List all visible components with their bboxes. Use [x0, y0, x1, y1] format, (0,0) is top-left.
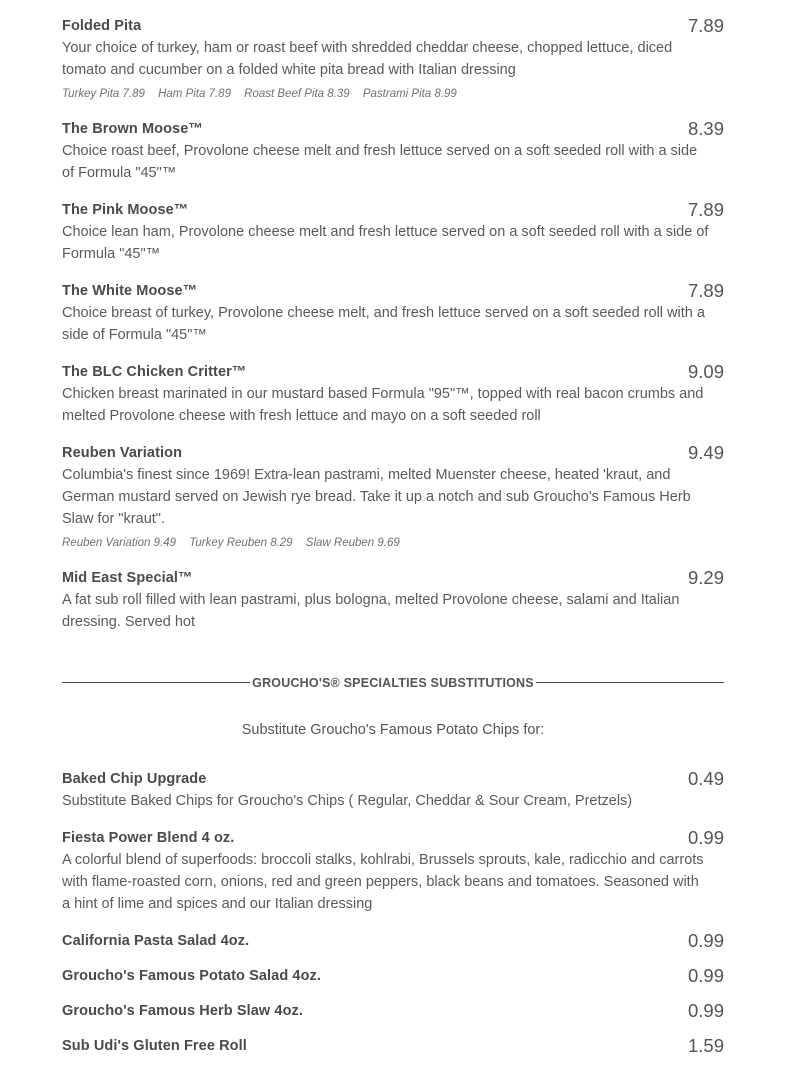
item-price: 1.59 — [687, 1035, 724, 1056]
item-name: The White Moose™ — [62, 283, 198, 299]
menu-item — [62, 282, 724, 346]
section-intro: Substitute Groucho's Famous Potato Chips for: — [241, 722, 545, 738]
item-price: 0.99 — [687, 930, 724, 951]
menu-item — [62, 932, 724, 950]
section-title: GROUCHO'S® SPECIALTIES SUBSTITUTIONS — [252, 676, 534, 690]
menu-item — [62, 967, 724, 985]
variant-price: Pastrami Pita 8.99 — [362, 88, 457, 100]
menu-item — [62, 770, 724, 812]
menu-item — [62, 201, 724, 265]
item-name: Fiesta Power Blend 4 oz. — [62, 830, 235, 846]
item-price: 0.49 — [687, 768, 724, 789]
item-price: 9.09 — [687, 361, 724, 382]
menu-item — [62, 829, 724, 915]
item-name: Mid East Special™ — [62, 570, 193, 586]
item-name: Baked Chip Upgrade — [62, 771, 207, 787]
section-header — [62, 674, 724, 692]
item-name: The Brown Moose™ — [62, 121, 203, 137]
item-variants — [62, 535, 724, 551]
menu-item — [62, 120, 724, 184]
item-description: A colorful blend of superfoods: broccoli stalks, kohlrabi, Brussels sprouts, kale, radicchio and carrots with flame-roasted corn, onions, red and green peppers, black beans and tomatoes. Seasoned with a hint of lime and spices and our Italian dressing — [62, 852, 704, 912]
menu-item — [62, 363, 724, 427]
item-description: Columbia's finest since 1969! Extra-lean pastrami, melted Muenster cheese, heated 'kraut, and German mustard served on Jewish rye bread. Take it up a notch and sub Groucho's Famous Herb Slaw for "kraut". — [62, 467, 691, 527]
item-name: Sub Udi's Gluten Free Roll — [62, 1038, 247, 1054]
item-description: Choice lean ham, Provolone cheese melt and fresh lettuce served on a soft seeded roll with a side of Formula "45"™ — [62, 224, 709, 262]
item-name: Groucho's Famous Herb Slaw 4oz. — [62, 1003, 304, 1019]
item-description: Chicken breast marinated in our mustard based Formula "95"™, topped with real bacon crumbs and melted Provolone cheese with fresh lettuce and mayo on a soft seeded roll — [62, 386, 704, 424]
menu-item — [62, 1002, 724, 1020]
item-variants — [62, 86, 724, 102]
menu-item — [62, 569, 724, 633]
menu-item — [62, 444, 724, 551]
variant-price: Roast Beef Pita 8.39 — [244, 88, 350, 100]
variant-price: Turkey Pita 7.89 — [62, 88, 145, 100]
item-description: Substitute Baked Chips for Groucho's Chips ( Regular, Cheddar & Sour Cream, Pretzels) — [62, 793, 633, 809]
item-name: California Pasta Salad 4oz. — [62, 933, 250, 949]
item-price: 9.49 — [687, 442, 724, 463]
item-price: 7.89 — [687, 199, 724, 220]
item-price: 0.99 — [687, 1000, 724, 1021]
item-price: 0.99 — [687, 827, 724, 848]
item-price: 9.29 — [687, 567, 724, 588]
item-description: Choice roast beef, Provolone cheese melt and fresh lettuce served on a soft seeded roll with a side of Formula "45"™ — [62, 143, 698, 181]
item-price: 7.89 — [687, 15, 724, 36]
variant-price: Turkey Reuben 8.29 — [189, 537, 293, 549]
item-name: The BLC Chicken Critter™ — [62, 364, 247, 380]
variant-price: Ham Pita 7.89 — [158, 88, 231, 100]
item-price: 8.39 — [687, 118, 724, 139]
item-description: A fat sub roll filled with lean pastrami, plus bologna, melted Provolone cheese, salami and Italian dressing. Served hot — [62, 592, 680, 630]
item-description: Your choice of turkey, ham or roast beef with shredded cheddar cheese, chopped lettuce, diced tomato and cucumber on a folded white pita bread with Italian dressing — [62, 40, 673, 78]
variant-price: Slaw Reuben 9.69 — [305, 537, 400, 549]
item-name: Groucho's Famous Potato Salad 4oz. — [62, 968, 322, 984]
item-name: Reuben Variation — [62, 445, 183, 461]
item-name: The Pink Moose™ — [62, 202, 189, 218]
item-price: 7.89 — [687, 280, 724, 301]
item-description: Choice breast of turkey, Provolone cheese melt, and fresh lettuce served on a soft seeded roll with a side of Formula "45"™ — [62, 305, 705, 343]
item-price: 0.99 — [687, 965, 724, 986]
item-name: Folded Pita — [62, 18, 142, 34]
variant-price: Reuben Variation 9.49 — [62, 537, 177, 549]
menu-item — [62, 1037, 724, 1055]
menu-item — [62, 17, 724, 102]
divider-line — [536, 682, 724, 683]
